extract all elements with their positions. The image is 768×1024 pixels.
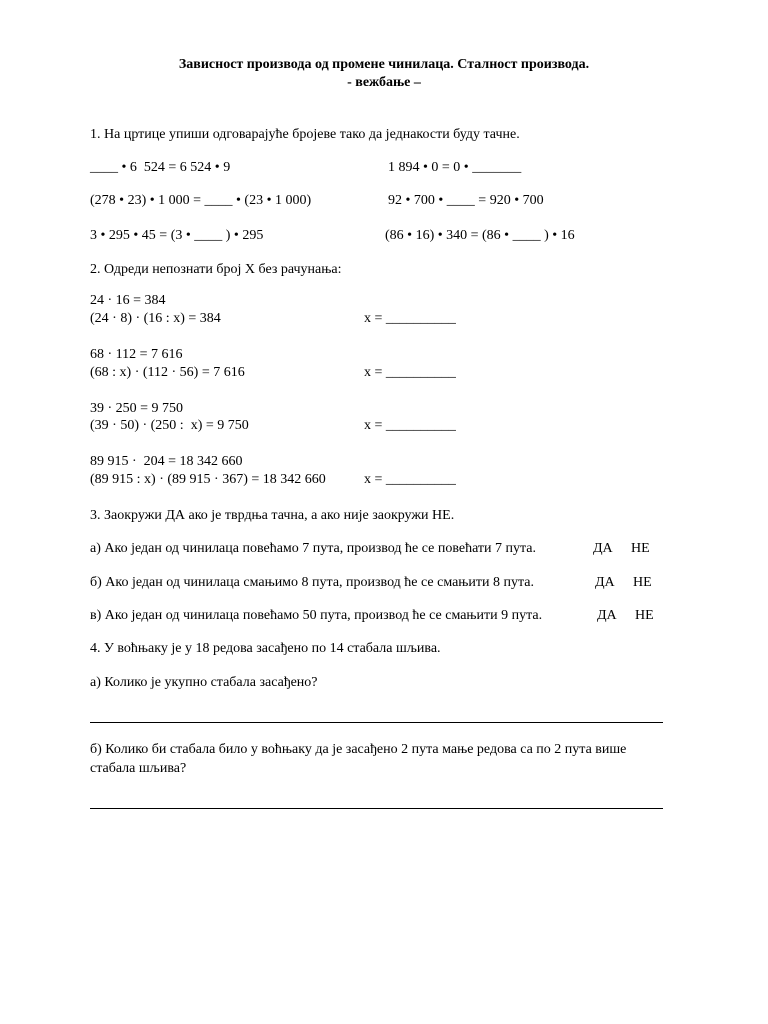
task3-item-c: в) Ако један од чинилаца повећамо 50 пута, производ ће се смањити 9 пута. [90, 608, 543, 623]
task4-answer-line-b [90, 808, 663, 809]
task1-heading: 1. На цртице упиши одговарајуће бројеве тако да једнакости буду тачне. [90, 127, 520, 142]
task2-g4-answer: x = __________ [364, 472, 456, 487]
task3-item-a: а) Ако један од чинилаца повећамо 7 пута, производ ће се повећати 7 пута. [90, 541, 537, 556]
task2-g1-given: 24 · 16 = 384 [90, 293, 166, 308]
task1-row3-right: (86 • 16) • 340 = (86 • ____ ) • 16 [385, 228, 575, 243]
task4-question-b-line2: стабала шљива? [90, 761, 187, 776]
task4-answer-line-a [90, 722, 663, 723]
task2-g3-given: 39 · 250 = 9 750 [90, 401, 184, 416]
task3-heading: 3. Заокружи ДА ако је тврдња тачна, а ако није заокружи НЕ. [90, 508, 455, 523]
task1-row2-right: 92 • 700 • ____ = 920 • 700 [388, 193, 544, 208]
task3-item-c-no: НЕ [635, 608, 654, 623]
task2-g3-expr: (39 · 50) · (250 : x) = 9 750 [90, 418, 249, 433]
task3-item-b-no: НЕ [633, 575, 652, 590]
task4-heading: 4. У воћњаку је у 18 редова засађено по 14 стабала шљива. [90, 641, 441, 656]
task2-g2-answer: x = __________ [364, 365, 456, 380]
task2-heading: 2. Одреди непознати број X без рачунања: [90, 262, 342, 277]
task4-question-b-line1: б) Колико би стабала било у воћњаку да је засађено 2 пута мање редова са по 2 пута више [90, 742, 627, 757]
task3-item-c-yes: ДА [597, 608, 617, 623]
task2-g2-given: 68 · 112 = 7 616 [90, 347, 183, 362]
task2-g4-given: 89 915 · 204 = 18 342 660 [90, 454, 243, 469]
task2-g1-expr: (24 · 8) · (16 : x) = 384 [90, 311, 221, 326]
task3-item-a-yes: ДА [593, 541, 613, 556]
task3-item-b-yes: ДА [595, 575, 615, 590]
task4-question-a: а) Колико је укупно стабала засађено? [90, 675, 318, 690]
task3-item-b: б) Ако један од чинилаца смањимо 8 пута, производ ће се смањити 8 пута. [90, 575, 535, 590]
task3-item-a-no: НЕ [631, 541, 650, 556]
task1-row2-left: (278 • 23) • 1 000 = ____ • (23 • 1 000) [90, 193, 312, 208]
task1-row1-left: ____ • 6 524 = 6 524 • 9 [90, 160, 231, 175]
task1-row3-left: 3 • 295 • 45 = (3 • ____ ) • 295 [90, 228, 264, 243]
task2-g4-expr: (89 915 : x) · (89 915 · 367) = 18 342 660 [90, 472, 326, 487]
task1-row1-right: 1 894 • 0 = 0 • _______ [388, 160, 522, 175]
page-title: Зависност производа од промене чинилаца. Сталност производа. [178, 57, 590, 72]
task2-g3-answer: x = __________ [364, 418, 456, 433]
page-subtitle: - вежбање – [347, 75, 421, 90]
task2-g1-answer: x = __________ [364, 311, 456, 326]
task2-g2-expr: (68 : x) · (112 · 56) = 7 616 [90, 365, 245, 380]
